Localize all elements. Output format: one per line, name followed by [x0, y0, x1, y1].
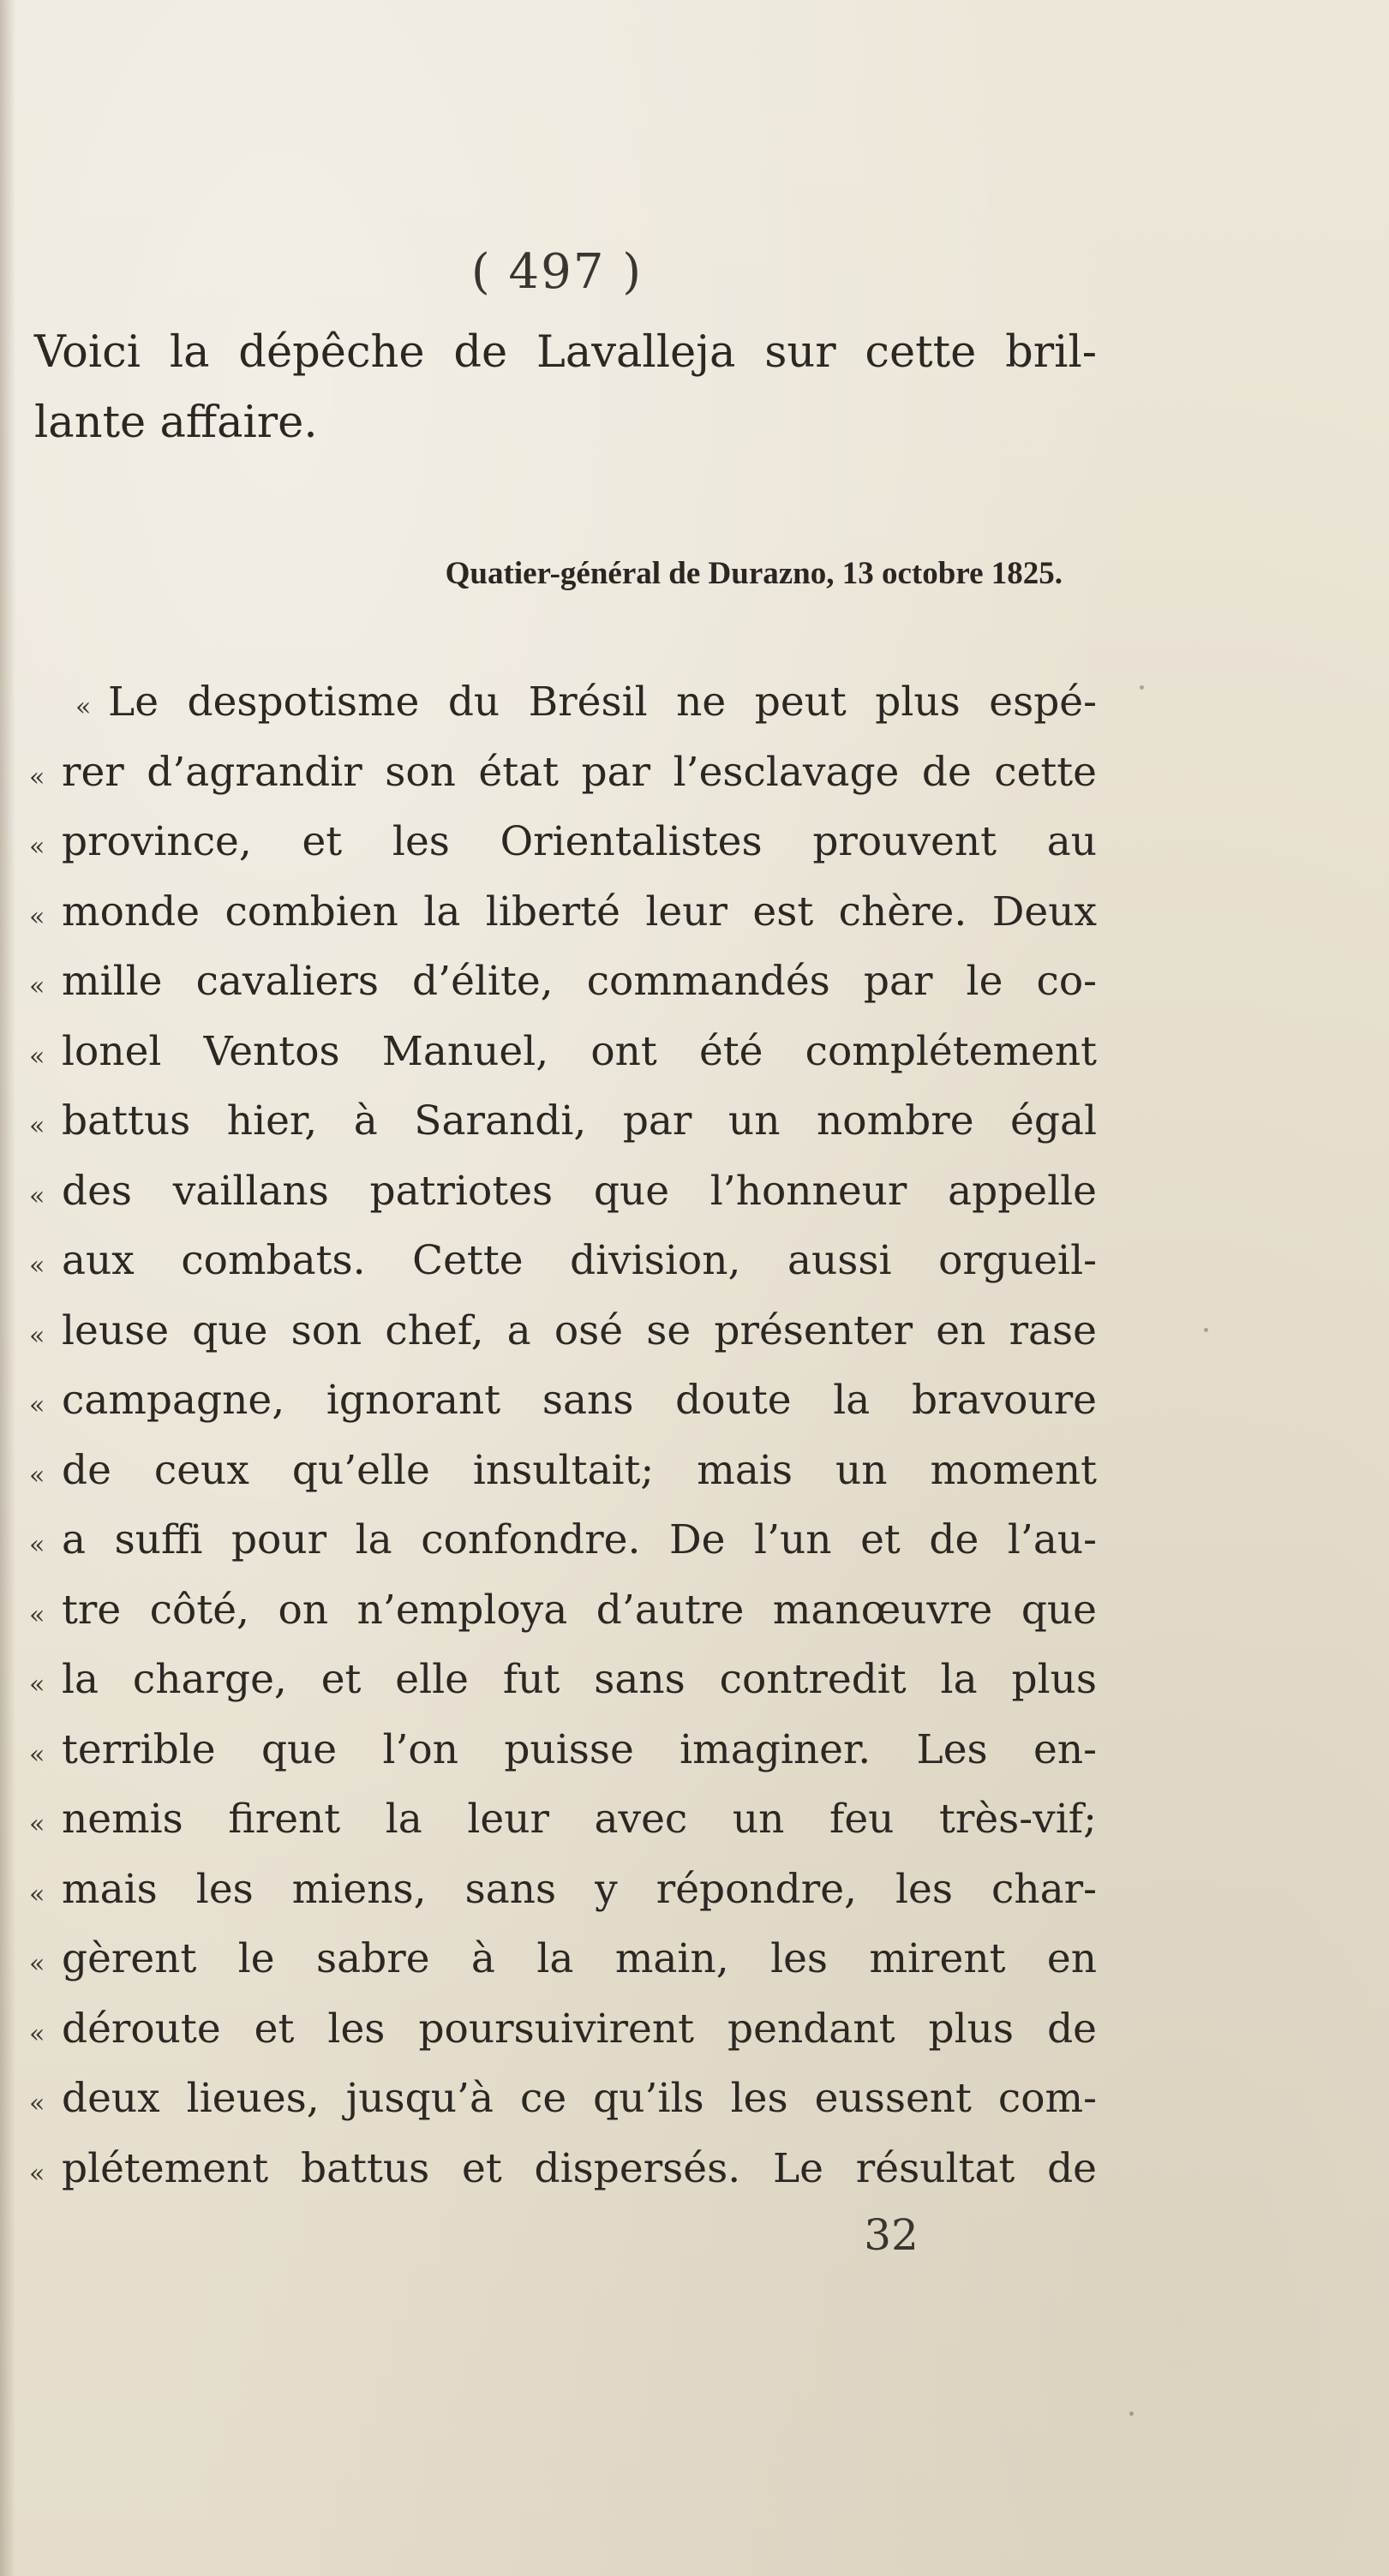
quote-line	[29, 1654, 1097, 1711]
quote-mark: «	[29, 1111, 45, 1141]
quote-line	[29, 887, 1097, 943]
page-number: ( 497 )	[470, 244, 644, 300]
quote-line-text: nemis firent la leur avec un feu très-vif;	[62, 1796, 1097, 1843]
quote-mark: «	[29, 2019, 45, 2049]
quote-mark: «	[29, 1670, 45, 1700]
quote-line-text: terrible que l’on puisse imaginer. Les en-	[62, 1726, 1097, 1773]
quote-line	[29, 816, 1097, 873]
quote-line-text: campagne, ignorant sans doute la bravoure	[62, 1377, 1097, 1424]
intro-line-1: Voici la dépêche de Lavalleja sur cette bril-	[34, 327, 1097, 378]
quote-mark: «	[29, 1740, 45, 1770]
quote-line	[29, 1096, 1097, 1152]
quote-line	[29, 1026, 1097, 1083]
quote-mark: «	[29, 762, 45, 792]
quote-line-text: lonel Ventos Manuel, ont été complétement	[62, 1028, 1097, 1075]
quote-line-text: aux combats. Cette division, aussi orgueil-	[62, 1237, 1097, 1284]
quote-mark: «	[29, 1530, 45, 1560]
quote-mark: «	[29, 1390, 45, 1420]
quote-line-text: province, et les Orientalistes prouvent au	[62, 818, 1097, 865]
quote-line	[29, 2073, 1097, 2130]
quote-mark: «	[29, 1880, 45, 1910]
quote-mark: «	[29, 1251, 45, 1281]
quote-line-text: déroute et les poursuivirent pendant plus de	[62, 2005, 1097, 2053]
quote-mark: «	[29, 1809, 45, 1839]
quote-mark: «	[29, 2089, 45, 2119]
quote-line	[29, 2143, 1097, 2200]
quote-line-text: mais les miens, sans y répondre, les char-	[62, 1866, 1097, 1913]
quote-line	[75, 677, 1097, 733]
intro-line-2: lante affaire.	[34, 397, 318, 448]
quote-line-text: la charge, et elle fut sans contredit la plus	[62, 1656, 1097, 1703]
quote-line-text: plétement battus et dispersés. Le résultat de	[62, 2145, 1097, 2192]
quote-line	[29, 1794, 1097, 1850]
quote-mark: «	[29, 1949, 45, 1979]
signature-mark: 32	[864, 2210, 919, 2260]
quote-line-text: mille cavaliers d’élite, commandés par le co-	[62, 958, 1097, 1005]
quote-line	[29, 1166, 1097, 1222]
quote-line-text: leuse que son chef, a osé se présenter en rase	[62, 1307, 1097, 1354]
quote-mark: «	[29, 1181, 45, 1211]
binding-shadow	[0, 0, 15, 2576]
quote-mark: «	[29, 1042, 45, 1072]
quote-line	[29, 1235, 1097, 1292]
quote-line-text: a suffi pour la confondre. De l’un et de l’au-	[62, 1516, 1097, 1563]
quote-line	[29, 1933, 1097, 1990]
paper-speck	[1129, 2412, 1134, 2416]
quote-line-text: battus hier, à Sarandi, par un nombre égal	[62, 1097, 1097, 1145]
quote-line	[29, 956, 1097, 1013]
quote-mark: «	[29, 1461, 45, 1491]
quote-mark: «	[29, 971, 45, 1001]
quote-mark: «	[29, 2159, 45, 2189]
quote-line-text: de ceux qu’elle insultait; mais un moment	[62, 1447, 1097, 1494]
quote-line-text: tre côté, on n’employa d’autre manœuvre que	[62, 1587, 1097, 1634]
quote-mark: «	[29, 1600, 45, 1630]
quote-mark: «	[29, 902, 45, 932]
quote-line-text: rer d’agrandir son état par l’esclavage de cette	[62, 749, 1097, 796]
quote-line-text: Le despotisme du Brésil ne peut plus espé-	[108, 678, 1097, 726]
quote-line	[29, 1864, 1097, 1921]
quote-line	[29, 747, 1097, 804]
quote-line	[29, 1585, 1097, 1641]
quote-mark: «	[29, 832, 45, 862]
quote-line	[29, 1724, 1097, 1781]
quote-line	[29, 1375, 1097, 1431]
paper-speck	[1140, 685, 1144, 690]
quote-line	[29, 1515, 1097, 1571]
quote-line-text: deux lieues, jusqu’à ce qu’ils les eussent com-	[62, 2075, 1097, 2122]
quote-line	[29, 1306, 1097, 1362]
paper-speck	[1204, 1328, 1208, 1332]
quote-line-text: des vaillans patriotes que l’honneur appelle	[62, 1168, 1097, 1215]
dateline-heading: Quatier-général de Durazno, 13 octobre 1825.	[445, 556, 1063, 591]
quote-line	[29, 2004, 1097, 2060]
quote-line-text: gèrent le sabre à la main, les mirent en	[62, 1935, 1097, 1982]
quote-line	[29, 1445, 1097, 1502]
quote-mark: «	[75, 692, 92, 722]
quote-mark: «	[29, 1321, 45, 1351]
quote-line-text: monde combien la liberté leur est chère. Deux	[62, 888, 1097, 935]
